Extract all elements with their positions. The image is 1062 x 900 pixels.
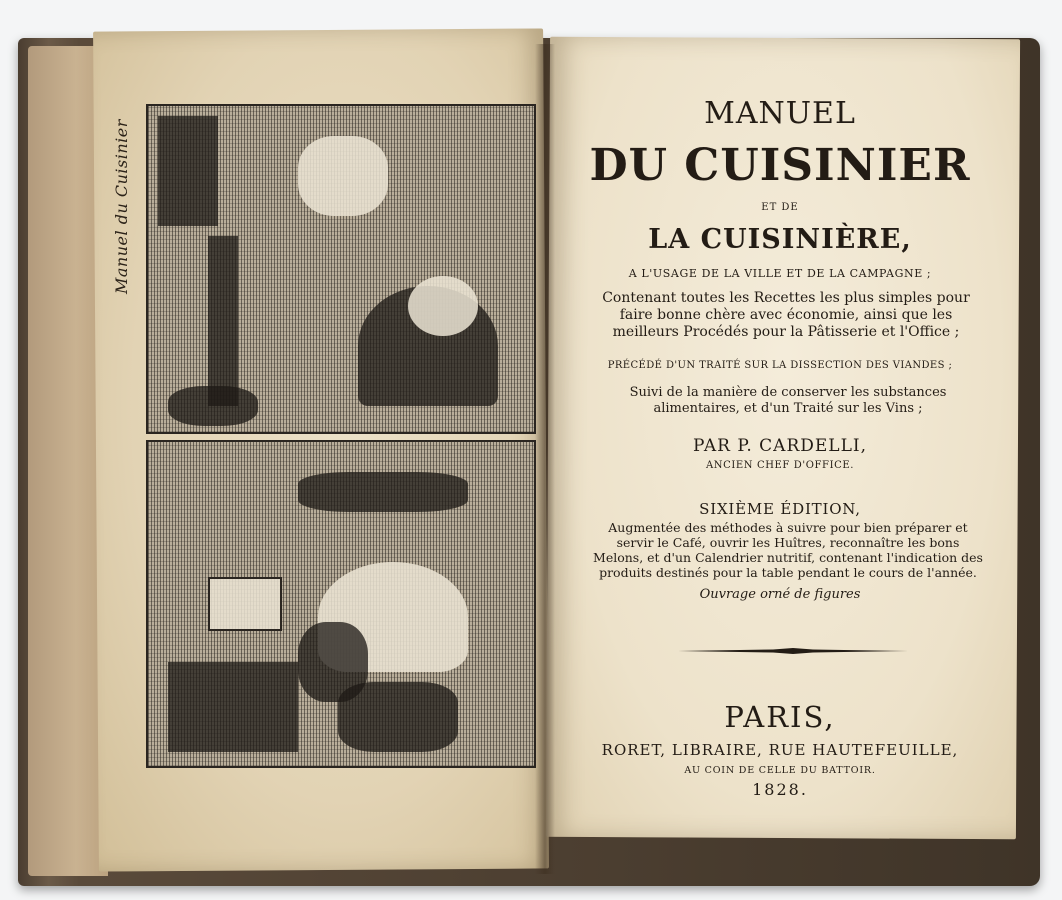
engraving-figure-head xyxy=(408,276,478,336)
running-title: Manuel du Cuisinier xyxy=(112,119,131,295)
title-line-du-cuisinier: DU CUISINIER xyxy=(589,140,971,191)
title-line-manuel: MANUEL xyxy=(704,96,856,131)
ornament-rule xyxy=(678,648,908,654)
engraving-figure-servant xyxy=(298,472,468,512)
title-line-suivi: Suivi de la manière de conserver les substances alimentaires, et d'un Traité sur les Vins ; xyxy=(629,385,947,416)
engraving-dresser xyxy=(168,662,298,752)
title-line-author-role: ANCIEN CHEF D'OFFICE. xyxy=(705,460,855,471)
imprint-address: AU COIN DE CELLE DU BATTOIR. xyxy=(684,765,876,776)
engraving-cabinet xyxy=(158,116,218,226)
engraving-column xyxy=(208,236,238,406)
engraving-kitchen-scene xyxy=(146,104,536,434)
engraving-figure-cook xyxy=(298,136,388,216)
imprint-city: PARIS, xyxy=(724,700,836,734)
engraving-figure-dog xyxy=(338,682,458,752)
engraving-frame xyxy=(208,577,282,631)
title-line-et-de: ET DE xyxy=(761,202,799,213)
title-line-ouvrage: Ouvrage orné de figures xyxy=(699,587,861,602)
title-line-contenant: Contenant toutes les Recettes les plus simples pour faire bonne chère avec économie, ainsi que les meilleurs Procédés pour la Pâtisserie et l'Office ; xyxy=(602,290,970,340)
title-line-edition: SIXIÈME ÉDITION, xyxy=(699,500,861,518)
imprint-year: 1828. xyxy=(752,780,808,799)
engraving-pot xyxy=(168,386,258,426)
engraving-dining-scene xyxy=(146,440,536,768)
title-line-precede: PRÉCÉDÉ D'UN TRAITÉ SUR LA DISSECTION DES VIANDES ; xyxy=(607,360,953,371)
title-line-la-cuisiniere: LA CUISINIÈRE, xyxy=(648,224,912,255)
spine-gutter xyxy=(535,44,555,874)
title-line-usage: A L'USAGE DE LA VILLE ET DE LA CAMPAGNE ; xyxy=(628,267,932,280)
title-line-augmentee: Augmentée des méthodes à suivre pour bien préparer et servir le Café, ouvrir les Huîtres, reconnaître les bons Melons, et d'un Calendrier nutritif, contenant l'indication des produits destinés pour la table pendant le cours de l'année. xyxy=(593,520,983,580)
imprint-publisher: RORET, LIBRAIRE, RUE HAUTEFEUILLE, xyxy=(601,741,959,759)
title-line-author: PAR P. CARDELLI, xyxy=(693,436,867,456)
